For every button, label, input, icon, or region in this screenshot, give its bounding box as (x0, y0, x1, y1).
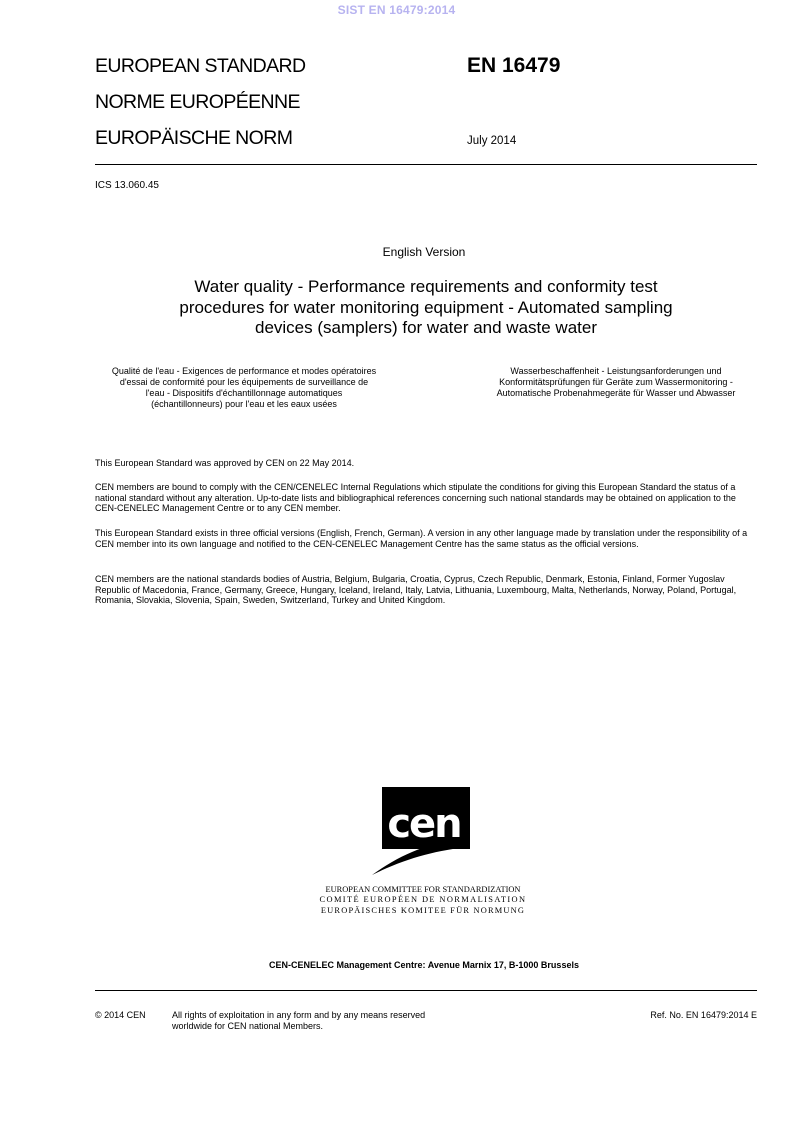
ics-code: ICS 13.060.45 (95, 180, 159, 191)
standard-number: EN 16479 (467, 54, 561, 77)
document-title: Water quality - Performance requirements and conformity test procedures for water monitoring equipment - Automated sampling devices (samplers) for water and waste water (179, 277, 673, 337)
cen-name-fr: COMITÉ EUROPÉEN DE NORMALISATION (319, 895, 527, 905)
cen-logo-icon (372, 787, 470, 875)
standard-name-de: EUROPÄISCHE NORM (95, 127, 293, 149)
reference-number: Ref. No. EN 16479:2014 E (650, 1010, 757, 1020)
cen-logo-svg (372, 787, 470, 875)
management-centre-address: CEN-CENELEC Management Centre: Avenue Marnix 17, B-1000 Brussels (269, 960, 579, 970)
rights-line-1: All rights of exploitation in any form and by any means reserved (172, 1010, 426, 1020)
cen-logo-text: cen (387, 801, 461, 847)
title-french: Qualité de l'eau - Exigences de performance et modes opératoires d'essai de conformité pour les équipements de surveillance de l'eau - Dispositifs d'échantillonnage automatiques (échantillonneurs) pour l'eau et les eaux usées (111, 366, 377, 409)
rights-statement (172, 1010, 492, 1031)
english-version-label: English Version (382, 245, 466, 259)
cen-name-de: EUROPÄISCHES KOMITEE FÜR NORMUNG (320, 905, 526, 915)
rights-line-2: worldwide for CEN national Members. (172, 1020, 324, 1031)
title-german: Wasserbeschaffenheit - Leistungsanforderungen und Konformitätsprüfungen für Geräte zum Wassermonitoring - Automatische Probenahmegeräte für Wasser und Abwasser (496, 366, 736, 398)
publication-date: July 2014 (467, 135, 517, 147)
standard-name-en: EUROPEAN STANDARD (95, 55, 306, 77)
regulations-paragraph: CEN members are bound to comply with the CEN/CENELEC Internal Regulations which stipulate the conditions for giving this European Standard the status of a national standard without any alteration. Up-to-date lists and bibliographical references concerning such national standards may be obtained on application to the CEN-CENELEC Management Centre or to any CEN member. (95, 482, 736, 513)
standard-name-fr: NORME EUROPÉENNE (95, 91, 300, 113)
header-divider (95, 164, 757, 165)
footer-divider (95, 990, 757, 991)
cen-name-en: EUROPEAN COMMITTEE FOR STANDARDIZATION (325, 885, 521, 894)
watermark: SIST EN 16479:2014 (337, 3, 456, 17)
copyright: © 2014 CEN (95, 1010, 146, 1020)
versions-paragraph: This European Standard exists in three official versions (English, French, German). A version in any other language made by translation under the responsibility of a CEN member into its own language and notified to the CEN-CENELEC Management Centre has the same status as the official versions. (95, 528, 748, 549)
cen-organization-names (300, 885, 546, 916)
members-paragraph: CEN members are the national standards bodies of Austria, Belgium, Bulgaria, Croatia, Cyprus, Czech Republic, Denmark, Estonia, Finland, Former Yugoslav Republic of Macedonia, France, Germany, Greece, Hungary, Iceland, Ireland, Italy, Latvia, Lithuania, Luxembourg, Malta, Netherlands, Norway, Poland, Portugal, Romania, Slovakia, Slovenia, Spain, Sweden, Switzerland, Turkey and United Kingdom. (95, 574, 737, 605)
approval-paragraph: This European Standard was approved by CEN on 22 May 2014. (95, 458, 355, 468)
